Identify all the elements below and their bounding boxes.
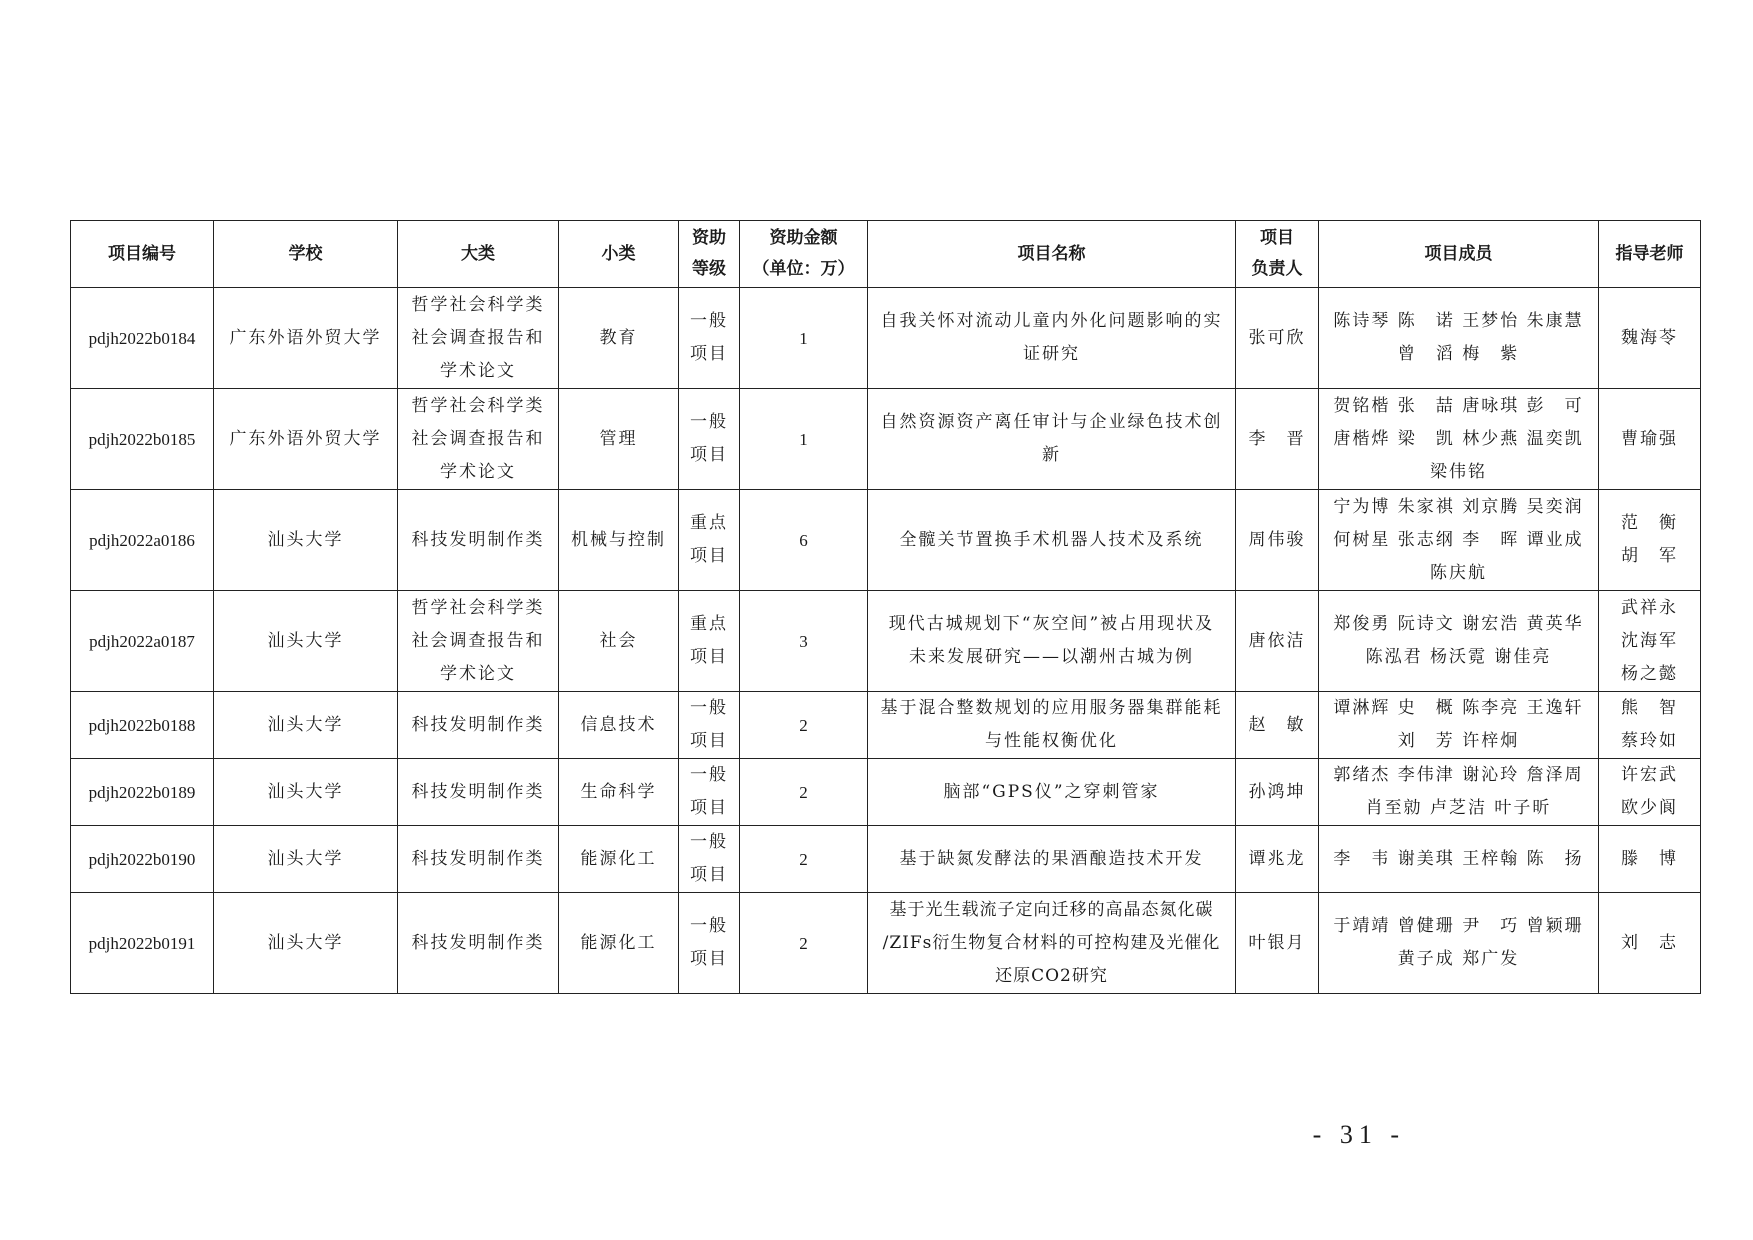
cell-category: 科技发明制作类 [398,893,559,994]
cell-project-name: 基于缺氮发酵法的果酒酿造技术开发 [868,826,1236,893]
cell-level: 重点 项目 [679,490,740,591]
cell-school: 汕头大学 [214,893,398,994]
cell-category: 科技发明制作类 [398,692,559,759]
cell-subcategory: 教育 [559,288,679,389]
cell-code: pdjh2022b0190 [71,826,214,893]
cell-school: 汕头大学 [214,692,398,759]
cell-amount: 1 [740,288,868,389]
cell-leader: 赵 敏 [1236,692,1319,759]
cell-project-name: 脑部“GPS仪”之穿刺管家 [868,759,1236,826]
cell-subcategory: 机械与控制 [559,490,679,591]
cell-level: 一般 项目 [679,759,740,826]
cell-advisor: 滕 博 [1599,826,1701,893]
table-row [71,826,1701,893]
cell-category: 哲学社会科学类 社会调查报告和 学术论文 [398,288,559,389]
cell-members: 于靖靖 曾健珊 尹 巧 曾颖珊 黄子成 郑广发 [1319,893,1599,994]
cell-subcategory: 生命科学 [559,759,679,826]
cell-amount: 2 [740,759,868,826]
cell-school: 广东外语外贸大学 [214,389,398,490]
header-school: 学校 [214,221,398,288]
cell-category: 科技发明制作类 [398,826,559,893]
cell-leader: 李 晋 [1236,389,1319,490]
cell-subcategory: 信息技术 [559,692,679,759]
cell-leader: 唐依洁 [1236,591,1319,692]
cell-leader: 叶银月 [1236,893,1319,994]
cell-school: 汕头大学 [214,826,398,893]
cell-project-name: 自然资源资产离任审计与企业绿色技术创 新 [868,389,1236,490]
cell-leader: 孙鸿坤 [1236,759,1319,826]
cell-advisor: 范 衡 胡 军 [1599,490,1701,591]
cell-advisor: 武祥永 沈海军 杨之懿 [1599,591,1701,692]
cell-project-name: 基于光生载流子定向迁移的高晶态氮化碳 /ZIFs衍生物复合材料的可控构建及光催化 还原CO2研究 [868,893,1236,994]
cell-level: 重点 项目 [679,591,740,692]
cell-leader: 张可欣 [1236,288,1319,389]
cell-leader: 周伟骏 [1236,490,1319,591]
cell-advisor: 魏海苓 [1599,288,1701,389]
cell-amount: 2 [740,893,868,994]
cell-school: 汕头大学 [214,490,398,591]
table-row [71,288,1701,389]
cell-school: 广东外语外贸大学 [214,288,398,389]
cell-level: 一般 项目 [679,389,740,490]
cell-leader: 谭兆龙 [1236,826,1319,893]
cell-project-name: 自我关怀对流动儿童内外化问题影响的实 证研究 [868,288,1236,389]
table-row [71,893,1701,994]
cell-code: pdjh2022b0184 [71,288,214,389]
table-row [71,389,1701,490]
cell-members: 贺铭楷 张 喆 唐咏琪 彭 可 唐楷烨 梁 凯 林少燕 温奕凯 梁伟铭 [1319,389,1599,490]
table-row [71,759,1701,826]
cell-subcategory: 管理 [559,389,679,490]
cell-school: 汕头大学 [214,591,398,692]
header-amount: 资助金额 （单位：万） [740,221,868,288]
cell-advisor: 刘 志 [1599,893,1701,994]
cell-amount: 6 [740,490,868,591]
header-subcategory: 小类 [559,221,679,288]
cell-advisor: 曹瑜强 [1599,389,1701,490]
table-row [71,591,1701,692]
cell-members: 李 韦 谢美琪 王梓翰 陈 扬 [1319,826,1599,893]
cell-code: pdjh2022b0185 [71,389,214,490]
cell-project-name: 现代古城规划下“灰空间”被占用现状及 未来发展研究——以潮州古城为例 [868,591,1236,692]
header-name: 项目名称 [868,221,1236,288]
cell-category: 科技发明制作类 [398,759,559,826]
table-row [71,490,1701,591]
header-level: 资助 等级 [679,221,740,288]
project-table [70,220,1701,994]
cell-code: pdjh2022a0186 [71,490,214,591]
cell-advisor: 许宏武 欧少阆 [1599,759,1701,826]
cell-level: 一般 项目 [679,893,740,994]
cell-amount: 3 [740,591,868,692]
cell-advisor: 熊 智 蔡玲如 [1599,692,1701,759]
header-row [71,221,1701,288]
header-code: 项目编号 [71,221,214,288]
cell-code: pdjh2022b0191 [71,893,214,994]
cell-amount: 2 [740,692,868,759]
header-category: 大类 [398,221,559,288]
table-row [71,692,1701,759]
cell-code: pdjh2022a0187 [71,591,214,692]
cell-subcategory: 能源化工 [559,893,679,994]
cell-members: 郭绪杰 李伟津 谢沁玲 詹泽周 肖至勍 卢芝洁 叶子昕 [1319,759,1599,826]
cell-code: pdjh2022b0188 [71,692,214,759]
cell-level: 一般 项目 [679,288,740,389]
header-members: 项目成员 [1319,221,1599,288]
cell-category: 哲学社会科学类 社会调查报告和 学术论文 [398,591,559,692]
cell-project-name: 基于混合整数规划的应用服务器集群能耗 与性能权衡优化 [868,692,1236,759]
cell-members: 宁为博 朱家祺 刘京腾 吴奕润 何树星 张志纲 李 晖 谭业成 陈庆航 [1319,490,1599,591]
cell-category: 科技发明制作类 [398,490,559,591]
cell-amount: 1 [740,389,868,490]
cell-level: 一般 项目 [679,692,740,759]
cell-subcategory: 能源化工 [559,826,679,893]
cell-code: pdjh2022b0189 [71,759,214,826]
cell-members: 陈诗琴 陈 诺 王梦怡 朱康慧 曾 滔 梅 紫 [1319,288,1599,389]
page-number: - 31 - [1312,1120,1405,1149]
cell-subcategory: 社会 [559,591,679,692]
cell-school: 汕头大学 [214,759,398,826]
cell-level: 一般 项目 [679,826,740,893]
header-advisor: 指导老师 [1599,221,1701,288]
cell-members: 谭淋辉 史 概 陈李亮 王逸轩 刘 芳 许梓炯 [1319,692,1599,759]
header-leader: 项目 负责人 [1236,221,1319,288]
cell-project-name: 全髋关节置换手术机器人技术及系统 [868,490,1236,591]
cell-amount: 2 [740,826,868,893]
cell-category: 哲学社会科学类 社会调查报告和 学术论文 [398,389,559,490]
cell-members: 郑俊勇 阮诗文 谢宏浩 黄英华 陈泓君 杨沃霓 谢佳亮 [1319,591,1599,692]
